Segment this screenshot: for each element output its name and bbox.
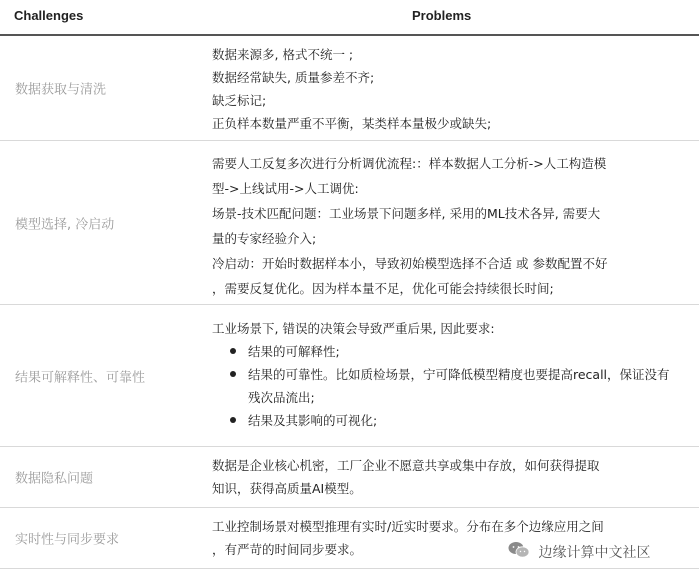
bullet-text: 结果的可解释性; (248, 344, 340, 359)
bullet-icon (230, 371, 236, 377)
problem-line: 型->上线试用->人工调优: (212, 181, 359, 196)
problem-line: 冷启动：开始时数据样本小，导致初始模型选择不合适 或 参数配置不好 (212, 256, 608, 271)
bullet-item (212, 363, 678, 409)
problem-line: 数据来源多, 格式不统一 ; (212, 47, 354, 62)
problem-cell (212, 43, 682, 135)
watermark (508, 541, 650, 563)
problem-cell (212, 454, 682, 500)
problem-line: 正负样本数量严重不平衡，某类样本量极少或缺失; (212, 116, 492, 131)
table-row (0, 141, 699, 305)
problem-line: 场景-技术匹配问题：工业场景下问题多样, 采用的ML技术各异, 需要大 (212, 206, 601, 221)
problem-line: 数据是企业核心机密，工厂企业不愿意共享或集中存放，如何获得提取 (212, 458, 600, 473)
bullet-text: 结果及其影响的可视化; (248, 413, 378, 428)
problem-cell (212, 151, 682, 301)
bullet-icon (230, 348, 236, 354)
table-row (0, 36, 699, 141)
bullet-item (212, 409, 682, 432)
bullet-item (212, 340, 682, 363)
table-row (0, 305, 699, 447)
challenge-label: 模型选择, 冷启动 (15, 217, 115, 233)
problem-cell (212, 317, 682, 432)
problem-intro: 工业场景下, 错误的决策会导致严重后果, 因此要求: (212, 321, 495, 336)
challenge-label: 结果可解释性、可靠性 (15, 370, 146, 386)
problem-line: 知识，获得高质量AI模型。 (212, 481, 362, 496)
problem-line: 数据经常缺失, 质量参差不齐; (212, 70, 375, 85)
problem-line: 量的专家经验介入; (212, 231, 317, 246)
wechat-icon (508, 541, 530, 563)
header-problems: Problems (412, 8, 472, 23)
problem-line: ，需要反复优化。因为样本量不足，优化可能会持续很长时间; (212, 281, 554, 296)
bullet-icon (230, 417, 236, 423)
problem-line: ，有严苛的时间同步要求。 (212, 542, 363, 557)
header-challenges: Challenges (14, 8, 84, 23)
table-header (0, 0, 699, 36)
problem-line: 工业控制场景对模型推理有实时/近实时要求。分布在多个边缘应用之间 (212, 519, 604, 534)
watermark-text: 边缘计算中文社区 (538, 545, 651, 561)
bullet-text: 结果的可靠性。比如质检场景，宁可降低模型精度也要提高recall，保证没有残次品流出; (248, 367, 670, 405)
challenge-label: 数据隐私问题 (15, 471, 94, 487)
problem-line: 需要人工反复多次进行分析调优流程:：样本数据人工分析->人工构造模 (212, 156, 607, 171)
problem-line: 缺乏标记; (212, 93, 267, 108)
challenge-label: 实时性与同步要求 (15, 532, 120, 548)
challenge-label: 数据获取与清洗 (15, 82, 107, 98)
table-row (0, 447, 699, 508)
